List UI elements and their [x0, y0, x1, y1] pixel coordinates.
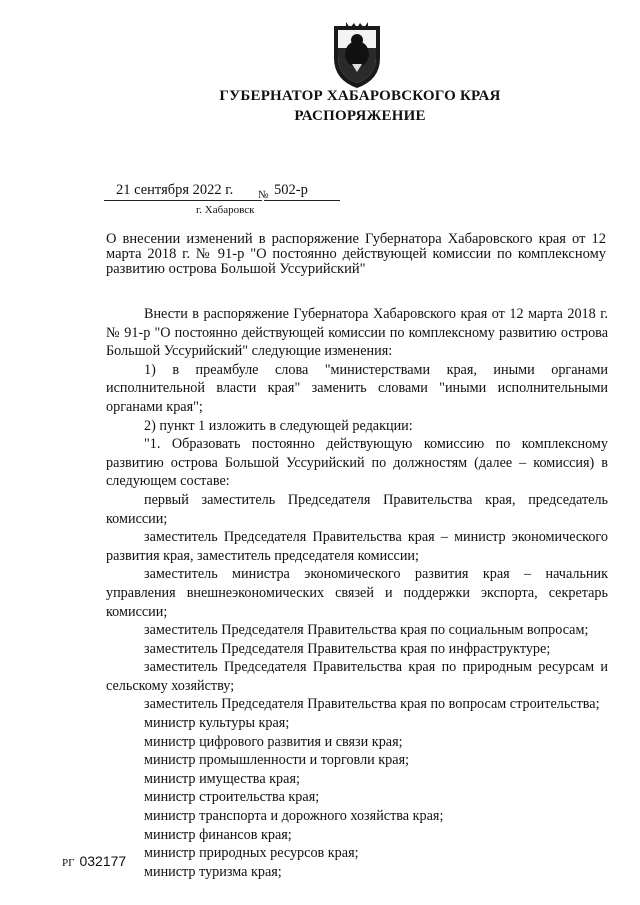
document-body [106, 305, 608, 881]
document-number: 502-р [274, 182, 308, 198]
document-city: г. Хабаровск [196, 204, 255, 216]
paragraph: Внести в распоряжение Губернатора Хабаровского края от 12 марта 2018 г. № 91-р "О постоянно действующей комиссии по комплексному развитию острова Большой Уссурийский" следующие изменения: [106, 306, 608, 360]
serial-prefix: РГ [62, 857, 75, 869]
paragraph: заместитель министра экономического развития края – начальник управления внешнеэкономических связей и поддержки экспорта, секретарь комиссии; [106, 566, 608, 620]
paragraph: министр транспорта и дорожного хозяйства края; [144, 808, 444, 825]
paragraph: заместитель Председателя Правительства края по вопросам строительства; [144, 696, 600, 713]
document-date: 21 сентября 2022 г. [116, 182, 234, 198]
paragraph: министр культуры края; [144, 715, 290, 732]
date-underline [104, 200, 262, 201]
paragraph: заместитель Председателя Правительства края – министр экономического развития края, заместитель председателя комиссии; [106, 529, 608, 564]
paragraph: министр природных ресурсов края; [144, 845, 359, 862]
form-serial [62, 853, 126, 869]
paragraph: 2) пункт 1 изложить в следующей редакции: [144, 417, 413, 434]
serial-number: 032177 [79, 853, 127, 869]
authority-title: ГУБЕРНАТОР ХАБАРОВСКОГО КРАЯ [219, 88, 501, 104]
paragraph: министр промышленности и торговли края; [144, 752, 410, 769]
number-underline [264, 200, 340, 201]
paragraph: заместитель Председателя Правительства края по инфраструктуре; [144, 640, 551, 657]
paragraph: 1) в преамбуле слова "министерствами края, иными органами исполнительной власти края" заменить словами "иными исполнительными органами края"; [106, 361, 608, 415]
paragraph: министр строительства края; [144, 789, 320, 806]
document-subject: О внесении изменений в распоряжение Губернатора Хабаровского края от 12 марта 2018 г. № 91-р "О постоянно действующей комиссии по комплексному развитию острова Большой Уссурийский" [106, 231, 606, 277]
document-type-title: РАСПОРЯЖЕНИЕ [294, 108, 426, 124]
paragraph: министр туризма края; [144, 863, 282, 880]
paragraph: "1. Образовать постоянно действующую комиссию по комплексному развитию острова Большой Уссурийский по должностям (далее – комиссия) в следующем составе: [106, 436, 608, 490]
paragraph: заместитель Председателя Правительства края по социальным вопросам; [144, 622, 589, 639]
paragraph: министр цифрового развития и связи края; [144, 733, 403, 750]
paragraph: министр финансов края; [144, 826, 292, 843]
paragraph: первый заместитель Председателя Правительства края, председатель комиссии; [106, 491, 608, 527]
paragraph: заместитель Председателя Правительства края по природным ресурсам и сельскому хозяйству; [106, 659, 608, 694]
number-sign: № [258, 189, 269, 201]
paragraph: министр имущества края; [144, 770, 300, 787]
coat-of-arms-icon [330, 20, 384, 90]
